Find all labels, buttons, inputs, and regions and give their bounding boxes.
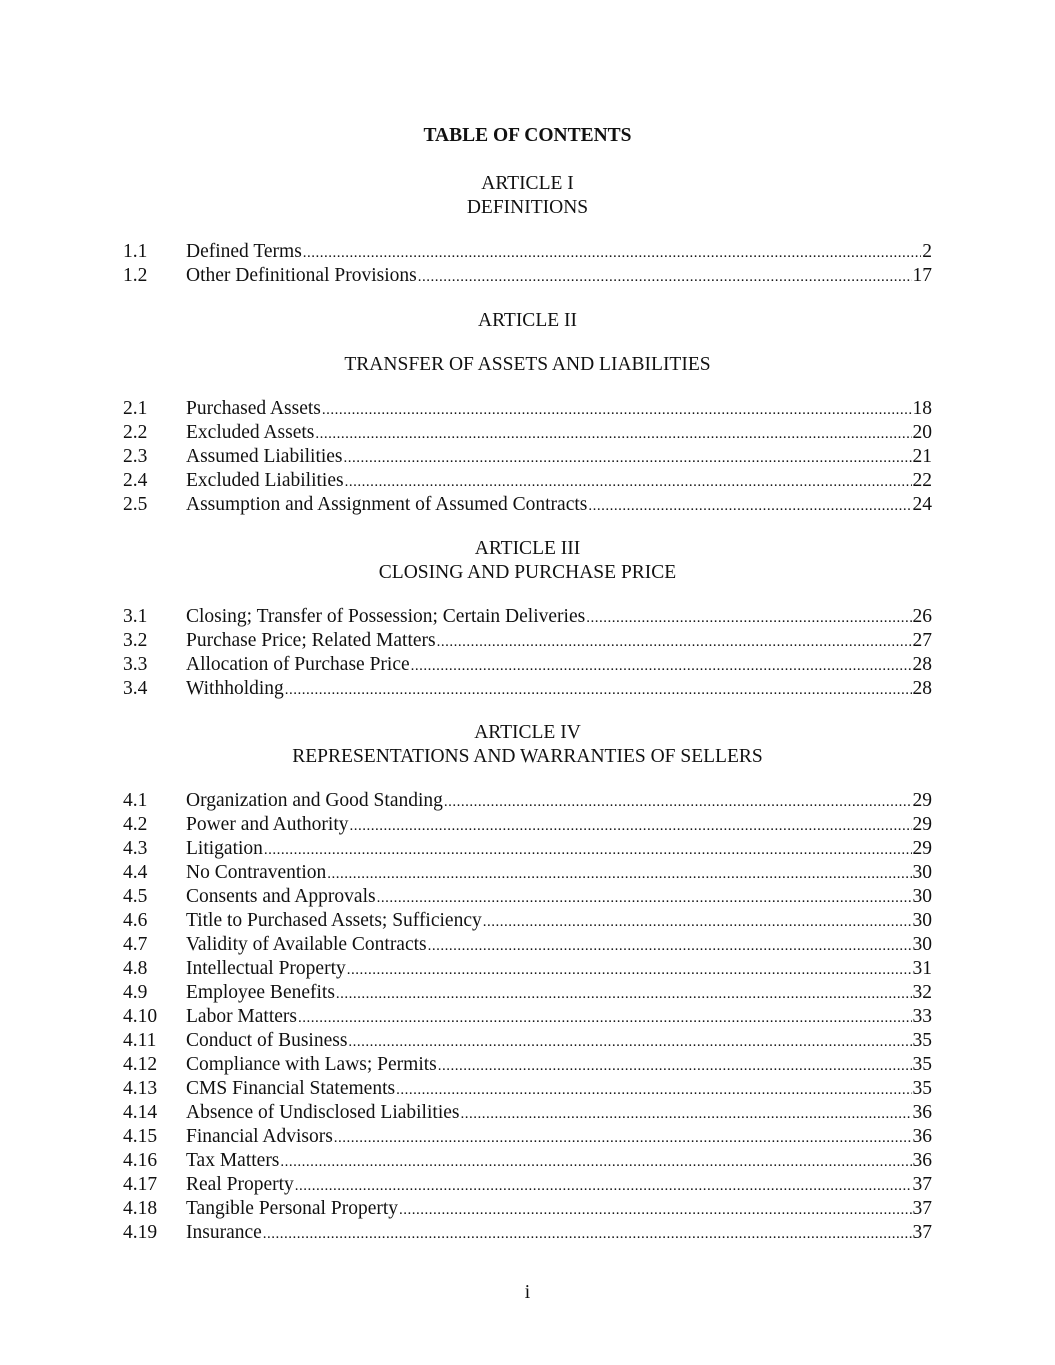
section-number: 2.3	[123, 446, 148, 467]
section-page: 36	[912, 1102, 932, 1123]
section-number: 2.2	[123, 422, 148, 443]
section-list	[123, 240, 932, 288]
toc-entry[interactable]	[123, 813, 932, 837]
section-number: 4.3	[123, 838, 148, 859]
dot-leader	[418, 265, 912, 288]
section-title: Title to Purchased Assets; Sufficiency	[186, 910, 482, 931]
section-title: Real Property	[186, 1174, 294, 1195]
article-title: CLOSING AND PURCHASE PRICE	[378, 562, 677, 583]
dot-leader	[263, 1222, 912, 1245]
section-number: 3.4	[123, 678, 148, 699]
dot-leader	[444, 790, 912, 813]
page-number: i	[524, 1282, 531, 1303]
toc-entry[interactable]	[123, 240, 932, 264]
toc-entry[interactable]	[123, 1101, 932, 1125]
section-title: Conduct of Business	[186, 1030, 348, 1051]
toc-entry[interactable]	[123, 1053, 932, 1077]
section-page: 36	[912, 1150, 932, 1171]
toc-entry[interactable]	[123, 653, 932, 677]
section-number: 4.8	[123, 958, 148, 979]
section-title: Tax Matters	[186, 1150, 280, 1171]
dot-leader	[438, 1054, 912, 1077]
section-list	[123, 397, 932, 517]
toc-entry[interactable]	[123, 1197, 932, 1221]
section-page: 26	[912, 606, 932, 627]
section-page: 30	[912, 886, 932, 907]
section-list	[123, 789, 932, 1245]
toc-entry[interactable]	[123, 957, 932, 981]
section-page: 32	[912, 982, 932, 1003]
section-page: 37	[912, 1174, 932, 1195]
section-title: Excluded Assets	[186, 422, 315, 443]
section-page: 36	[912, 1126, 932, 1147]
dot-leader	[411, 654, 912, 677]
section-title: Consents and Approvals	[186, 886, 376, 907]
article-heading	[0, 353, 1055, 377]
toc-entry[interactable]	[123, 933, 932, 957]
section-page: 33	[912, 1006, 932, 1027]
toc-entry[interactable]	[123, 421, 932, 445]
toc-entry[interactable]	[123, 1005, 932, 1029]
section-page: 37	[912, 1222, 932, 1243]
dot-leader	[327, 862, 911, 885]
section-page: 20	[912, 422, 932, 443]
article-heading	[0, 172, 1055, 220]
section-number: 4.2	[123, 814, 148, 835]
section-number: 4.6	[123, 910, 148, 931]
dot-leader	[428, 934, 912, 957]
section-page: 29	[912, 790, 932, 811]
section-page: 35	[912, 1078, 932, 1099]
section-number: 4.13	[123, 1078, 158, 1099]
toc-entry[interactable]	[123, 469, 932, 493]
dot-leader	[285, 678, 912, 701]
section-title: Assumed Liabilities	[186, 446, 343, 467]
article-title: TRANSFER OF ASSETS AND LIABILITIES	[344, 354, 711, 375]
toc-entry[interactable]	[123, 861, 932, 885]
section-page: 30	[912, 934, 932, 955]
section-page: 28	[912, 654, 932, 675]
section-page: 18	[912, 398, 932, 419]
section-number: 4.12	[123, 1054, 158, 1075]
dot-leader	[295, 1174, 912, 1197]
section-page: 28	[912, 678, 932, 699]
section-title: No Contravention	[186, 862, 327, 883]
section-number: 4.11	[123, 1030, 157, 1051]
section-number: 4.1	[123, 790, 148, 811]
toc-entry[interactable]	[123, 1149, 932, 1173]
toc-entry[interactable]	[123, 264, 932, 288]
dot-leader	[303, 241, 921, 264]
section-title: Litigation	[186, 838, 263, 859]
article-heading	[0, 537, 1055, 585]
article-heading	[0, 721, 1055, 769]
dot-leader	[460, 1102, 911, 1125]
section-title: Purchase Price; Related Matters	[186, 630, 436, 651]
section-number: 4.17	[123, 1174, 158, 1195]
section-title: Closing; Transfer of Possession; Certain Deliveries	[186, 606, 586, 627]
section-number: 4.16	[123, 1150, 158, 1171]
dot-leader	[348, 1030, 911, 1053]
toc-entry[interactable]	[123, 789, 932, 813]
section-page: 29	[912, 814, 932, 835]
section-title: Organization and Good Standing	[186, 790, 443, 811]
section-page: 37	[912, 1198, 932, 1219]
dot-leader	[344, 446, 912, 469]
toc-entry[interactable]	[123, 397, 932, 421]
toc-entry[interactable]	[123, 909, 932, 933]
dot-leader	[586, 606, 911, 629]
section-number: 4.5	[123, 886, 148, 907]
section-number: 4.14	[123, 1102, 158, 1123]
dot-leader	[399, 1198, 911, 1221]
toc-entry[interactable]	[123, 1029, 932, 1053]
dot-leader	[315, 422, 911, 445]
dot-leader	[483, 910, 912, 933]
section-page: 21	[912, 446, 932, 467]
section-title: Excluded Liabilities	[186, 470, 344, 491]
section-title: Allocation of Purchase Price	[186, 654, 410, 675]
dot-leader	[377, 886, 912, 909]
section-page: 29	[912, 838, 932, 859]
toc-entry[interactable]	[123, 493, 932, 517]
section-title: Financial Advisors	[186, 1126, 333, 1147]
toc-entry[interactable]	[123, 1173, 932, 1197]
toc-entry[interactable]	[123, 885, 932, 909]
toc-title: TABLE OF CONTENTS	[423, 125, 632, 146]
section-number: 4.19	[123, 1222, 158, 1243]
section-page: 31	[912, 958, 932, 979]
section-number: 4.4	[123, 862, 148, 883]
section-title: CMS Financial Statements	[186, 1078, 396, 1099]
section-number: 3.3	[123, 654, 148, 675]
section-title: Tangible Personal Property	[186, 1198, 399, 1219]
article-heading	[0, 309, 1055, 333]
dot-leader	[396, 1078, 911, 1101]
section-title: Other Definitional Provisions	[186, 265, 417, 286]
section-title: Compliance with Laws; Permits	[186, 1054, 437, 1075]
toc-entry[interactable]	[123, 1077, 932, 1101]
article-label: ARTICLE III	[474, 538, 581, 559]
toc-entry[interactable]	[123, 1221, 932, 1245]
section-list	[123, 605, 932, 701]
dot-leader	[280, 1150, 911, 1173]
section-title: Validity of Available Contracts	[186, 934, 427, 955]
article-title: REPRESENTATIONS AND WARRANTIES OF SELLERS	[292, 746, 763, 767]
section-number: 4.18	[123, 1198, 158, 1219]
toc-entry[interactable]	[123, 445, 932, 469]
article-label: ARTICLE IV	[474, 722, 581, 743]
section-number: 3.2	[123, 630, 148, 651]
section-number: 1.1	[123, 241, 148, 262]
dot-leader	[334, 1126, 912, 1149]
dot-leader	[322, 398, 912, 421]
section-number: 2.4	[123, 470, 148, 491]
section-title: Defined Terms	[186, 241, 302, 262]
section-page: 22	[912, 470, 932, 491]
section-page: 2	[922, 241, 932, 262]
dot-leader	[349, 814, 911, 837]
toc-entry[interactable]	[123, 677, 932, 701]
section-title: Withholding	[186, 678, 284, 699]
section-title: Insurance	[186, 1222, 262, 1243]
article-label: ARTICLE I	[481, 173, 574, 194]
section-page: 17	[912, 265, 932, 286]
section-page: 35	[912, 1030, 932, 1051]
toc-entry[interactable]	[123, 629, 932, 653]
article-title: DEFINITIONS	[466, 197, 589, 218]
section-title: Employee Benefits	[186, 982, 335, 1003]
section-number: 4.9	[123, 982, 148, 1003]
dot-leader	[347, 958, 912, 981]
toc-entry[interactable]	[123, 981, 932, 1005]
section-number: 4.15	[123, 1126, 158, 1147]
section-title: Labor Matters	[186, 1006, 298, 1027]
dot-leader	[437, 630, 912, 653]
section-page: 30	[912, 862, 932, 883]
section-title: Assumption and Assignment of Assumed Contracts	[186, 494, 588, 515]
section-number: 4.10	[123, 1006, 158, 1027]
section-number: 3.1	[123, 606, 148, 627]
section-title: Intellectual Property	[186, 958, 346, 979]
section-title: Purchased Assets	[186, 398, 321, 419]
section-number: 1.2	[123, 265, 148, 286]
section-title: Power and Authority	[186, 814, 349, 835]
dot-leader	[588, 494, 911, 517]
toc-entry[interactable]	[123, 605, 932, 629]
section-page: 27	[912, 630, 932, 651]
section-page: 30	[912, 910, 932, 931]
section-number: 2.1	[123, 398, 148, 419]
article-label: ARTICLE II	[477, 310, 577, 331]
dot-leader	[336, 982, 912, 1005]
section-page: 35	[912, 1054, 932, 1075]
section-number: 2.5	[123, 494, 148, 515]
toc-entry[interactable]	[123, 837, 932, 861]
section-number: 4.7	[123, 934, 148, 955]
dot-leader	[345, 470, 912, 493]
section-page: 24	[912, 494, 932, 515]
section-title: Absence of Undisclosed Liabilities	[186, 1102, 460, 1123]
dot-leader	[264, 838, 912, 861]
toc-entry[interactable]	[123, 1125, 932, 1149]
dot-leader	[298, 1006, 911, 1029]
